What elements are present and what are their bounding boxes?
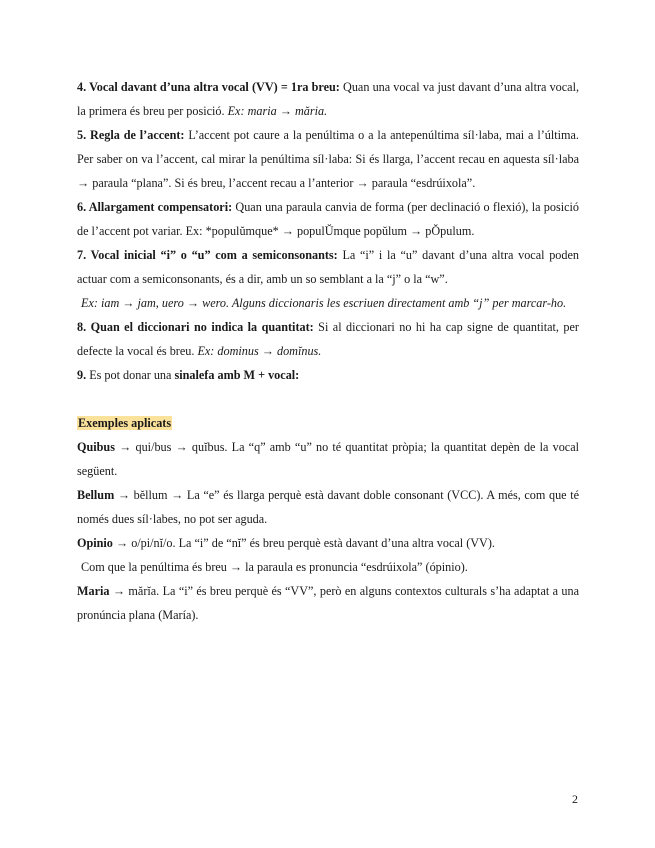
- section-title-highlight: Exemples aplicats: [78, 416, 172, 430]
- rule-4-example: Ex: maria → măria.: [227, 104, 328, 118]
- rule-6-title: 6. Allargament compensatori:: [77, 200, 233, 214]
- example-opinio-note-text: Com que la penúltima és breu → la paraula es pronuncia “esdrúixola” (ópinio).: [81, 560, 468, 574]
- rule-4-text: Quan una vocal va just davant d’una altra vocal, la primera és breu per posició.: [77, 80, 580, 118]
- example-opinio-text: → o/pi/nĭ/o. La “i” de “nĭ” és breu perquè està davant d’una altra vocal (VV).: [112, 536, 495, 550]
- section-heading: [77, 411, 579, 435]
- rule-6-text: Quan una paraula canvia de forma (per declinació o flexió), la posició de l’accent pot variar. Ex: *populŭmque* → populŬmque popŭlum → pŎpulum.: [77, 200, 579, 238]
- rule-9: [77, 363, 579, 387]
- rule-9-number: 9.: [77, 368, 87, 382]
- example-opinio: [77, 531, 579, 555]
- rule-8-example: Ex: dominus → domĭnus.: [197, 344, 322, 358]
- example-opinio-word: Opinio: [77, 536, 113, 550]
- example-opinio-note: [77, 555, 579, 579]
- example-quibus-text: → qui/bus → quĭbus. La “q” amb “u” no té quantitat pròpia; la quantitat depèn de la vocal següent.: [77, 440, 579, 478]
- example-maria-text: → mărĭa. La “i” és breu perquè és “VV”, però en alguns contextos culturals s’ha adaptat a una pronúncia plana (María).: [77, 584, 579, 622]
- example-quibus-word: Quibus: [77, 440, 115, 454]
- rule-4: [77, 75, 579, 123]
- rule-8: [77, 315, 579, 363]
- example-maria: [77, 579, 579, 627]
- rule-5-text: L’accent pot caure a la penúltima o a la antepenúltima síl·laba, mai a l’última. Per saber on va l’accent, cal mirar la penúltima síl·laba: Si és llarga, l’accent recau en aquesta síl·laba → paraula “plana”. Si és breu, l’accent recau a l’anterior → paraula “esdrúixola”.: [77, 128, 579, 190]
- rule-6: [77, 195, 579, 243]
- example-bellum-text: → bĕllum → La “e” és llarga perquè està davant doble consonant (VCC). A més, com que té només dues síl·labes, no pot ser aguda.: [77, 488, 579, 526]
- rule-4-title: 4. Vocal davant d’una altra vocal (VV) = 1ra breu:: [77, 80, 340, 94]
- rule-7-title: 7. Vocal inicial “i” o “u” com a semiconsonants:: [77, 248, 338, 262]
- rule-7: [77, 243, 579, 291]
- rule-7-text: La “i” i la “u” davant d’una altra vocal poden actuar com a semiconsonants, és a dir, amb un so semblant a la “j” o la “w”.: [77, 248, 579, 286]
- example-quibus: [77, 435, 579, 483]
- rule-7-example: Ex: iam → jam, uero → wero. Alguns diccionaris les escriuen directament amb “j” per marcar-ho.: [81, 296, 567, 310]
- example-bellum: [77, 483, 579, 531]
- rule-9-bold: sinalefa amb M + vocal:: [174, 368, 300, 382]
- rule-7-example-line: [77, 291, 579, 315]
- rule-8-text: Si al diccionari no hi ha cap signe de quantitat, per defecte la vocal és breu.: [77, 320, 579, 358]
- page-number: 2: [572, 792, 578, 806]
- spacer: [77, 387, 579, 411]
- page-content: [77, 75, 579, 627]
- example-bellum-word: Bellum: [77, 488, 115, 502]
- example-maria-word: Maria: [77, 584, 110, 598]
- rule-5: [77, 123, 579, 195]
- rule-9-text: Es pot donar una: [86, 368, 175, 382]
- rule-5-title: 5. Regla de l’accent:: [77, 128, 185, 142]
- rule-8-title: 8. Quan el diccionari no indica la quantitat:: [77, 320, 314, 334]
